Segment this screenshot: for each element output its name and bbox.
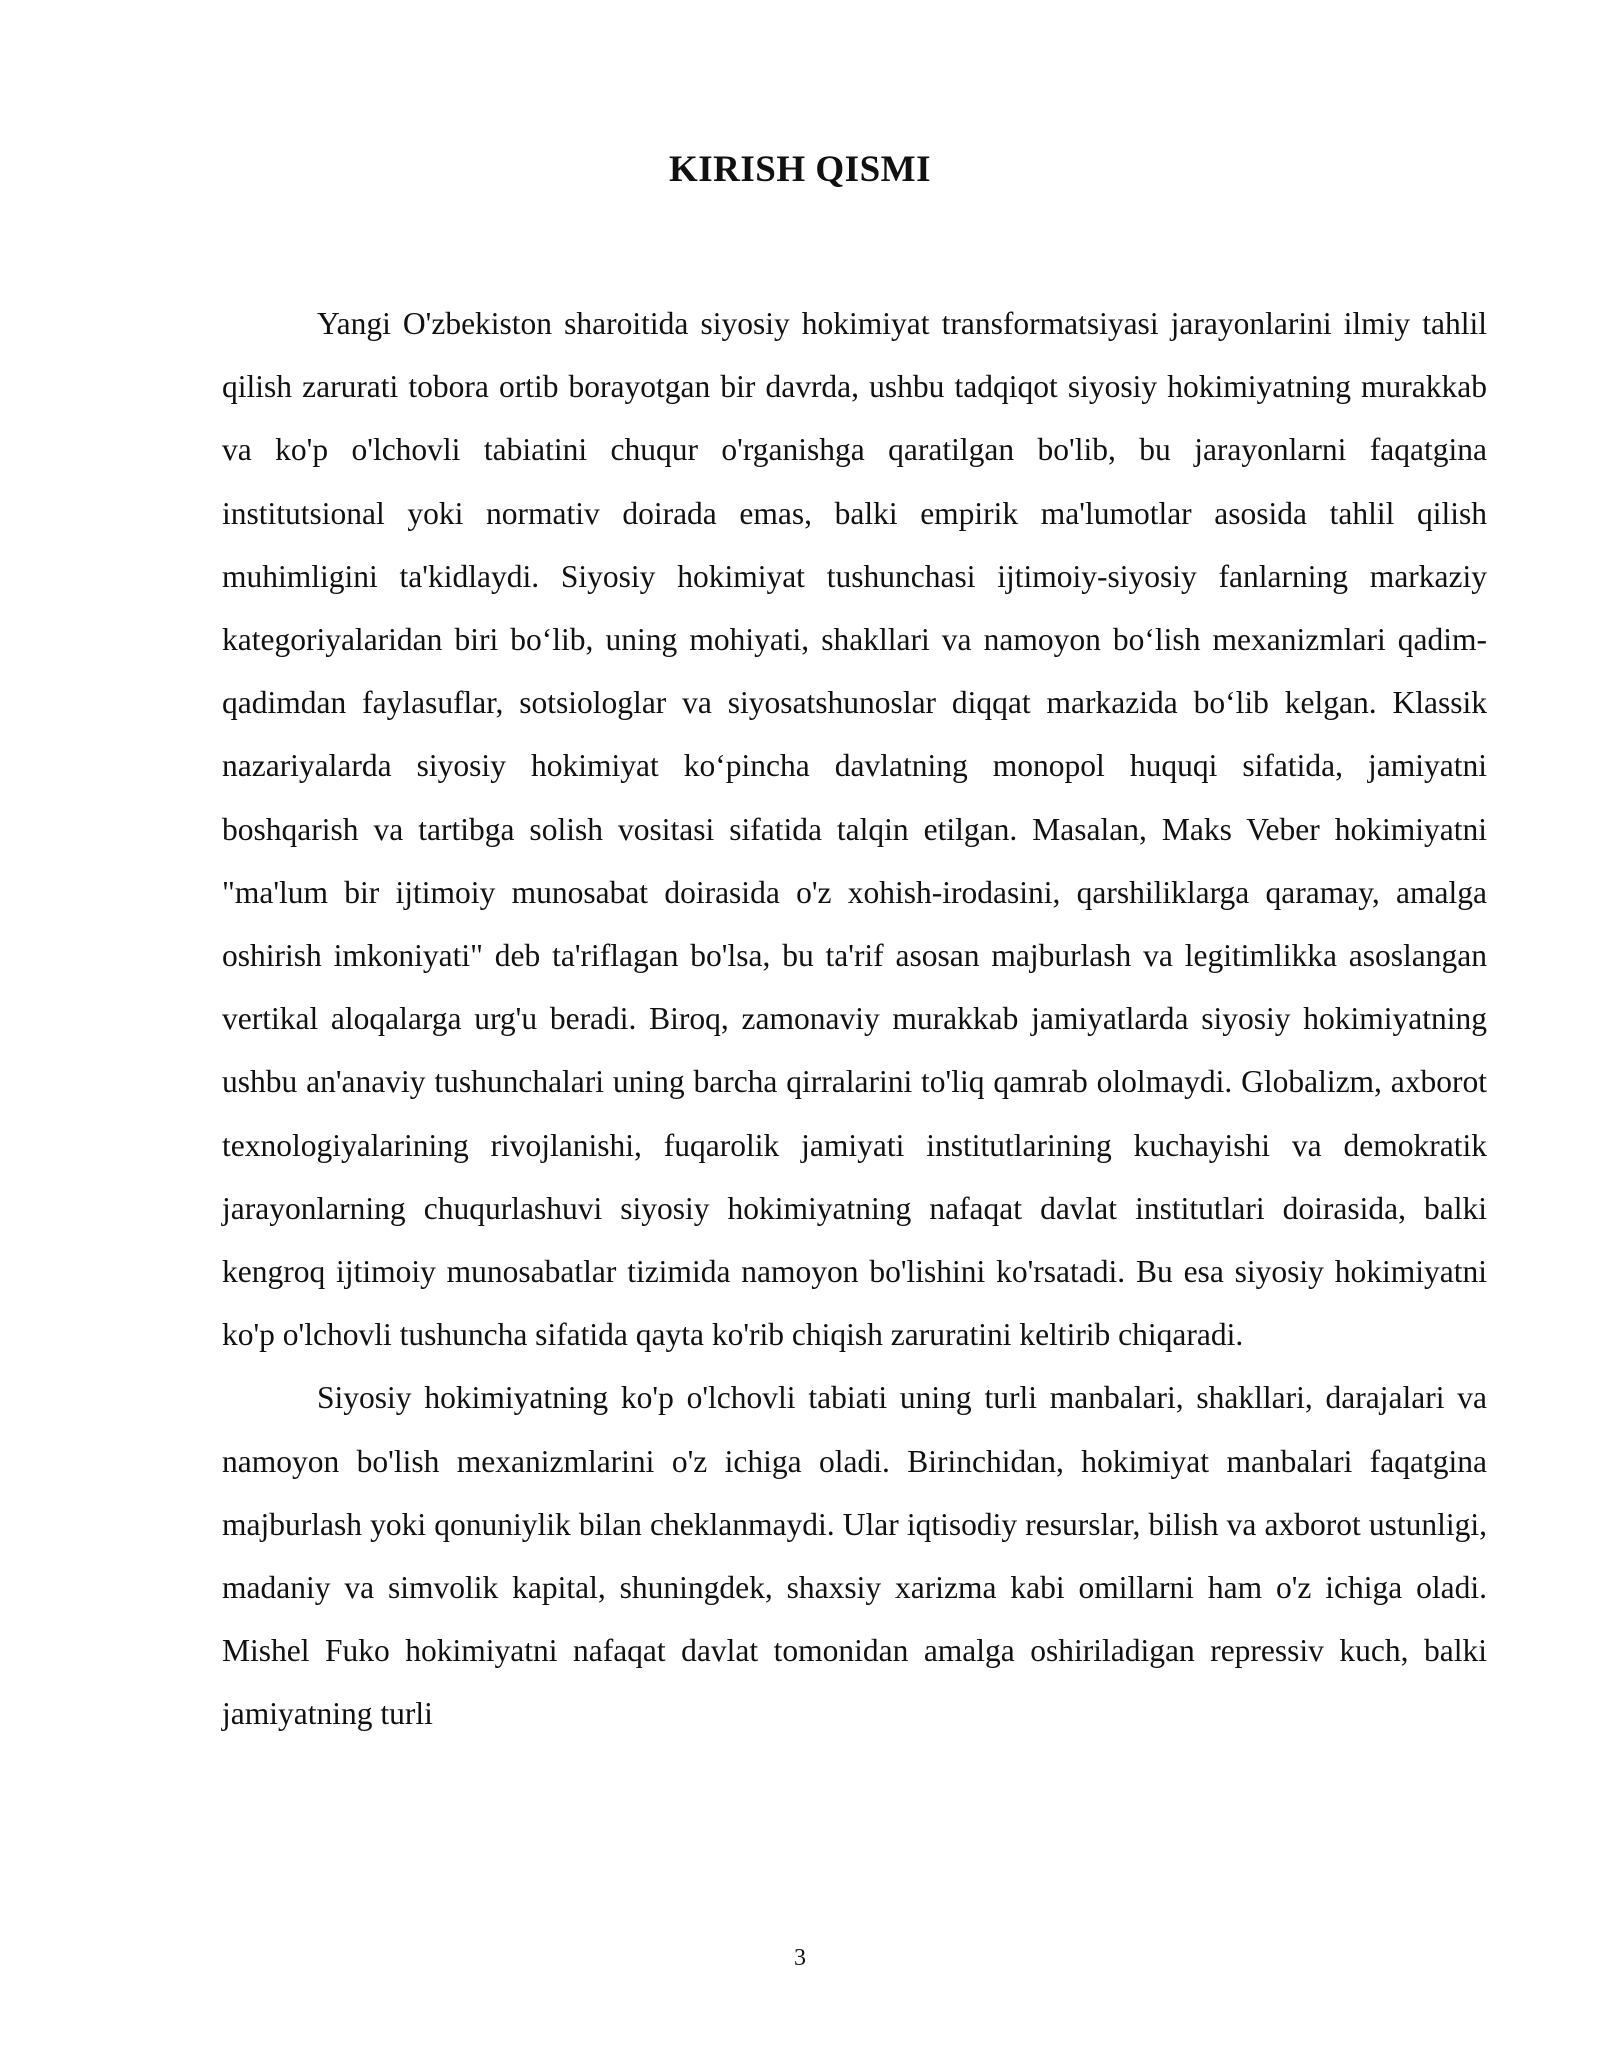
body-text <box>222 292 1487 1746</box>
paragraph-2: Siyosiy hokimiyatning ko'p o'lchovli tabiati uning turli manbalari, shakllari, darajalari va namoyon bo'lish mexanizmlarini o'z ichiga oladi. Birinchidan, hokimiyat manbalari faqatgina majburlash yoki qonuniylik bilan cheklanmaydi. Ular iqtisodiy resurslar, bilish va axborot ustunligi, madaniy va simvolik kapital, shuningdek, shaxsiy xarizma kabi omillarni ham o'z ichiga oladi. Mishel Fuko hokimiyatni nafaqat davlat tomonidan amalga oshiriladigan repressiv kuch, balki jamiyatning turli <box>222 1380 1487 1732</box>
page-number: 3 <box>794 1945 806 1971</box>
page-title: KIRISH QISMI <box>669 149 931 190</box>
paragraph-1: Yangi O'zbekiston sharoitida siyosiy hokimiyat transformatsiyasi jarayonlarini ilmiy tahlil qilish zarurati tobora ortib borayotgan bir davrda, ushbu tadqiqot siyosiy hokimiyatning murakkab va ko'p o'lchovli tabiatini chuqur o'rganishga qaratilgan bo'lib, bu jarayonlarni faqatgina institutsional yoki normativ doirada emas, balki empirik ma'lumotlar asosida tahlil qilish muhimligini ta'kidlaydi. Siyosiy hokimiyat tushunchasi ijtimoiy-siyosiy fanlarning markaziy kategoriyalaridan biri bo‘lib, uning mohiyati, shakllari va namoyon bo‘lish mexanizmlari qadim-qadimdan faylasuflar, sotsiologlar va siyosatshunoslar diqqat markazida bo‘lib kelgan. Klassik nazariyalarda siyosiy hokimiyat ko‘pincha davlatning monopol huquqi sifatida, jamiyatni boshqarish va tartibga solish vositasi sifatida talqin etilgan. Masalan, Maks Veber hokimiyatni "ma'lum bir ijtimoiy munosabat doirasida o'z xohish-irodasini, qarshiliklarga qaramay, amalga oshirish imkoniyati" deb ta'riflagan bo'lsa, bu ta'rif asosan majburlash va legitimlikka asoslangan vertikal aloqalarga urg'u beradi. Biroq, zamonaviy murakkab jamiyatlarda siyosiy hokimiyatning ushbu an'anaviy tushunchalari uning barcha qirralarini to'liq qamrab ololmaydi. Globalizm, axborot texnologiyalarining rivojlanishi, fuqarolik jamiyati institutlarining kuchayishi va demokratik jarayonlarning chuqurlashuvi siyosiy hokimiyatning nafaqat davlat institutlari doirasida, balki kengroq ijtimoiy munosabatlar tizimida namoyon bo'lishini ko'rsatadi. Bu esa siyosiy hokimiyatni ko'p o'lchovli tushuncha sifatida qayta ko'rib chiqish zaruratini keltirib chiqaradi. <box>222 306 1487 1353</box>
